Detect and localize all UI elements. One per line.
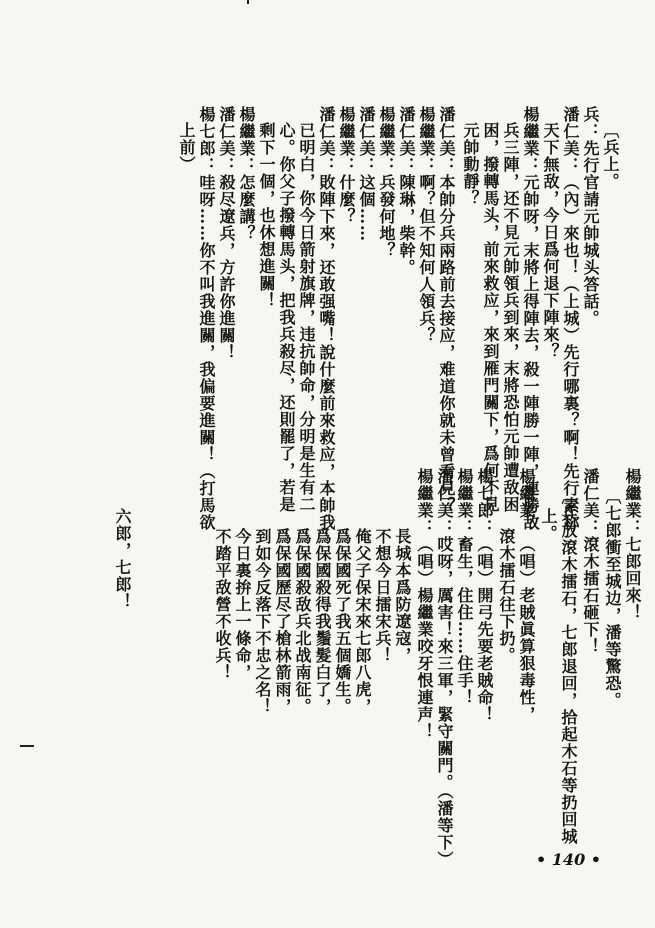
bottom_block-line: 楊繼業：（唱）楊繼業咬牙恨連声！ — [415, 468, 434, 740]
bottom_block-line: 今日裏拚上一條命， — [233, 528, 252, 681]
top_block-line: 楊繼業：兵發何地？ — [377, 106, 396, 259]
top_block-line: 〔兵上。 — [601, 122, 620, 190]
bottom_block-line: 不踏平敌營不收兵！ — [213, 528, 232, 681]
margin-dash-mark — [20, 745, 34, 747]
top_block-line: 潘仁美：这個…… — [357, 106, 376, 242]
top_block-line: 楊繼業：啊？但不知何人領兵？ — [417, 106, 436, 344]
bottom_block-line: 楊繼業：七郎回來！ — [623, 468, 642, 621]
top_block-line: 元帥動靜？ — [461, 122, 480, 207]
page-number: • 140 • — [536, 850, 601, 869]
bottom_block-line: 六郎，七郎！ — [113, 508, 132, 610]
bottom_block-line: 爲保國歷尽了槍林箭雨， — [273, 528, 292, 715]
top_block-line: 楊繼業：元帥呀，末將上得陣去，殺一陣勝一陣，連勝敌 — [521, 106, 540, 531]
bottom_block-line: 潘仁美：滾木擂石砸下！ — [581, 468, 600, 655]
top_block-line: 剩下一個，也休想進關！ — [257, 122, 276, 309]
bottom_block-line: 滾木擂石往下扔。 — [497, 528, 516, 664]
bottom_block-line: 長城本爲防遼寇， — [393, 528, 412, 664]
bottom_block-line: 爲保國殺敌兵北战南征。 — [293, 528, 312, 715]
top_block-line: 楊繼業：什麼？ — [337, 106, 356, 225]
bottom_block-line: 潘仁美：哎呀，厲害！來三軍，緊守關門。（潘等下） — [435, 468, 454, 868]
top_block-line: 楊七郎：哇呀……你不叫我進關，我偏要進關！（打馬欲 — [197, 106, 216, 531]
top_block-line: 潘仁美：本帥分兵兩路前去接应，难道你就未曾看見？ — [437, 106, 456, 514]
bottom_block-line: 到如今反落下不忠之名！ — [253, 528, 272, 715]
bottom_block-line: 〔兵放滾木擂石，七郎退回，拾起木石等扔回城 — [559, 488, 578, 845]
bottom_block-line: 俺父子保宋來七郎八虎， — [353, 528, 372, 715]
top_block-line: 潘仁美：敗陣下來，还敢强嘴！說什麼前來救应，本帥我 — [317, 106, 336, 531]
top_block-line: 兵三陣，还不見元帥領兵到來，末將恐怕元帥遭敌困 — [501, 122, 520, 513]
top_block-line: 潘仁美：（內）來也！（上城）先行哪裏？啊！先行素称 — [561, 106, 580, 531]
top_block-line: 潘仁美：殺尽遼兵，方許你進關！ — [217, 106, 236, 361]
bottom_block-line: 不想今日擂宋兵！ — [373, 528, 392, 664]
bottom_block-line: 楊繼業：（唱）老賊眞算狠毒性， — [517, 468, 536, 723]
bottom_block-line: 楊繼業：畜生，住住……住手！ — [455, 468, 474, 706]
top_block-line: 已明白，你今日箭射旗牌，违抗帥命，分明是生有二 — [297, 122, 316, 513]
bottom_block-line: 爲保國死了我五個嬌生。 — [333, 528, 352, 715]
bottom_block-line: 爲保國殺得我鬚髮白了， — [313, 528, 332, 715]
top_block-line: 天下無敌，今日爲何退下陣來？ — [541, 122, 560, 360]
bottom_block-line: 上。 — [539, 508, 558, 542]
bottom_block-line: 〔七郎衝至城边，潘等驚恐。 — [603, 488, 622, 709]
top_block-line: 心。你父子撥轉馬头，把我兵殺尽，还則罷了，若是 — [277, 122, 296, 513]
top_block-line: 兵：先行官請元帥城头答話。 — [581, 106, 600, 327]
top_block-line: 上前） — [177, 122, 196, 173]
top_block-line: 潘仁美：陳琳，柴幹。 — [397, 106, 416, 276]
top_block-line: 楊繼業：怎麼講？ — [237, 106, 256, 242]
top_block-line: 困，撥轉馬头，前來救应，來到雁門關下，爲何不見 — [481, 122, 500, 513]
bottom_block-line: 楊七郎：（唱）開弓先要老賊命！ — [475, 468, 494, 723]
top-center-dot — [247, 0, 249, 4]
